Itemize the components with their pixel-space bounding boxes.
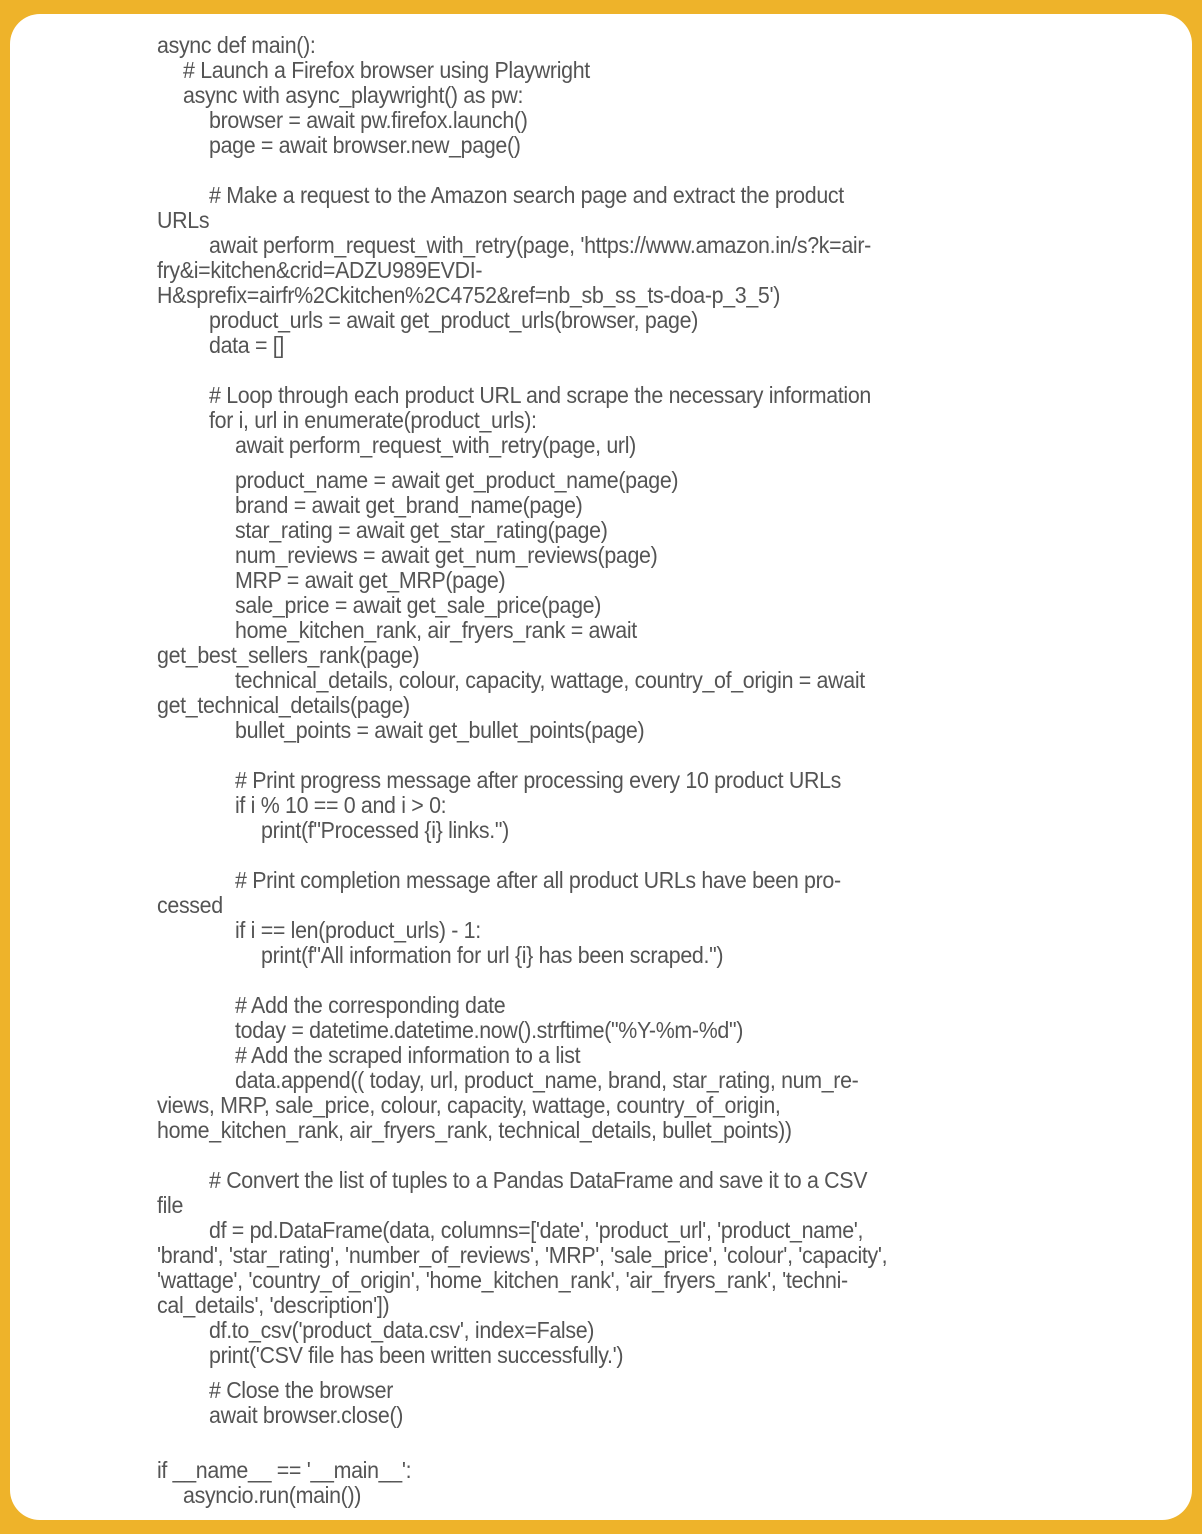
code-line: cal_details', 'description']) <box>157 1292 390 1318</box>
code-line: await perform_request_with_retry(page, url) <box>235 432 636 458</box>
code-line: # Loop through each product URL and scrape the necessary information <box>209 382 871 408</box>
code-line: MRP = await get_MRP(page) <box>235 567 506 593</box>
code-line: print(f"All information for url {i} has been scraped.") <box>261 942 724 968</box>
code-line: browser = await pw.firefox.launch() <box>209 107 528 133</box>
code-line: data = [] <box>209 332 284 358</box>
code-line: page = await browser.new_page() <box>209 132 521 158</box>
code-line: for i, url in enumerate(product_urls): <box>209 407 537 433</box>
code-line: async def main(): <box>157 32 316 58</box>
code-line: 'wattage', 'country_of_origin', 'home_kitchen_rank', 'air_fryers_rank', 'techni- <box>157 1267 848 1293</box>
code-line: # Add the scraped information to a list <box>235 1042 581 1068</box>
code-line: # Add the corresponding date <box>235 992 506 1018</box>
code-line: print(f"Processed {i} links.") <box>261 817 509 843</box>
code-line: print('CSV file has been written successfully.') <box>209 1342 624 1368</box>
code-line: await browser.close() <box>209 1402 404 1428</box>
code-line: home_kitchen_rank, air_fryers_rank, technical_details, bullet_points)) <box>157 1117 792 1143</box>
code-line: # Launch a Firefox browser using Playwright <box>183 57 590 83</box>
code-line: product_name = await get_product_name(page) <box>235 467 679 493</box>
code-line: get_best_sellers_rank(page) <box>157 642 420 668</box>
code-line: # Print progress message after processing every 10 product URLs <box>235 767 842 793</box>
code-line: today = datetime.datetime.now().strftime("%Y-%m-%d") <box>235 1017 744 1043</box>
code-line: async with async_playwright() as pw: <box>183 82 524 108</box>
code-line: if i % 10 == 0 and i > 0: <box>235 792 447 818</box>
code-line: data.append(( today, url, product_name, brand, star_rating, num_re- <box>235 1067 859 1093</box>
code-line: brand = await get_brand_name(page) <box>235 492 583 518</box>
code-line: 'brand', 'star_rating', 'number_of_reviews', 'MRP', 'sale_price', 'colour', 'capacity', <box>157 1242 888 1268</box>
code-line: product_urls = await get_product_urls(browser, page) <box>209 307 698 333</box>
code-line: file <box>157 1192 184 1218</box>
code-line: technical_details, colour, capacity, wattage, country_of_origin = await <box>235 667 865 693</box>
code-line: views, MRP, sale_price, colour, capacity, wattage, country_of_origin, <box>157 1092 781 1118</box>
code-line: await perform_request_with_retry(page, 'https://www.amazon.in/s?k=air- <box>209 232 871 258</box>
code-line: if i == len(product_urls) - 1: <box>235 917 481 943</box>
code-line: sale_price = await get_sale_price(page) <box>235 592 602 618</box>
code-line: fry&i=kitchen&crid=ADZU989EVDI- <box>157 257 483 283</box>
code-line: if __name__ == '__main__': <box>157 1457 412 1483</box>
code-line: home_kitchen_rank, air_fryers_rank = await <box>235 617 637 643</box>
code-line: bullet_points = await get_bullet_points(page) <box>235 717 645 743</box>
code-line: # Close the browser <box>209 1377 394 1403</box>
code-line: num_reviews = await get_num_reviews(page) <box>235 542 658 568</box>
code-line: URLs <box>157 207 210 233</box>
code-line: cessed <box>157 892 223 918</box>
code-line: star_rating = await get_star_rating(page) <box>235 517 608 543</box>
code-line: get_technical_details(page) <box>157 692 410 718</box>
code-line: df.to_csv('product_data.csv', index=False) <box>209 1317 595 1343</box>
code-line: df = pd.DataFrame(data, columns=['date', 'product_url', 'product_name', <box>209 1217 864 1243</box>
code-line: # Convert the list of tuples to a Pandas DataFrame and save it to a CSV <box>209 1167 868 1193</box>
code-line: # Make a request to the Amazon search page and extract the product <box>209 182 844 208</box>
code-line: asyncio.run(main()) <box>183 1482 362 1508</box>
code-line: H&sprefix=airfr%2Ckitchen%2C4752&ref=nb_sb_ss_ts-doa-p_3_5') <box>157 282 781 308</box>
code-line: # Print completion message after all product URLs have been pro- <box>235 867 841 893</box>
